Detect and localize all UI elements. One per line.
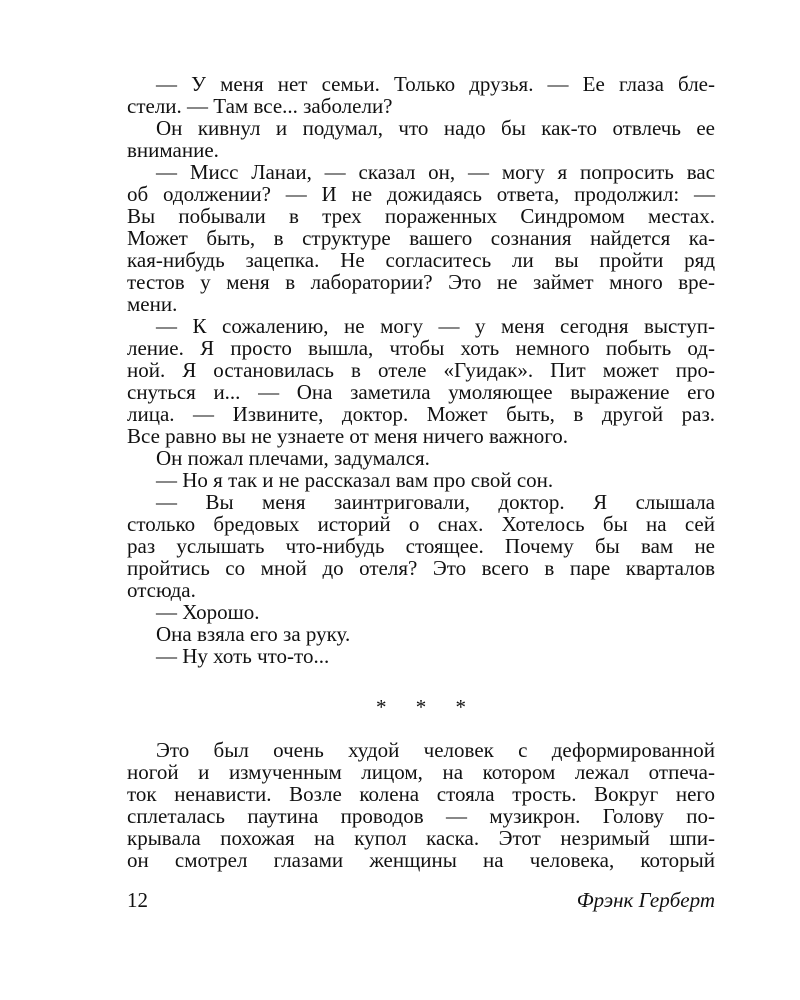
paragraph <box>127 447 715 469</box>
text-block-2 <box>127 739 715 871</box>
text-line: отсюда. <box>127 578 196 602</box>
page-number: 12 <box>127 888 148 912</box>
text-line: пройтись со мной до отеля? Это всего в паре кварталов <box>127 556 715 580</box>
text-line: столько бредовых историй о снах. Хотелось бы на сей <box>127 512 715 536</box>
page-body <box>127 73 715 871</box>
text-line: раз услышать что-нибудь стоящее. Почему бы вам не <box>127 534 715 558</box>
running-author: Фрэнк Герберт <box>576 888 715 912</box>
paragraph <box>127 645 715 667</box>
text-line: ление. Я просто вышла, чтобы хоть немного побыть од- <box>127 336 715 360</box>
paragraph <box>127 491 715 601</box>
text-line: — К сожалению, не могу — у меня сегодня выступ- <box>156 314 715 338</box>
text-line: мени. <box>127 292 178 316</box>
text-line: Может быть, в структуре вашего сознания найдется ка- <box>127 226 715 250</box>
text-line: Он кивнул и подумал, что надо бы как-то отвлечь ее <box>156 116 715 140</box>
text-line: снуться и... — Она заметила умоляющее выражение его <box>127 380 715 404</box>
text-line: Это был очень худой человек с деформированной <box>156 738 715 762</box>
paragraph <box>127 623 715 645</box>
text-line: — Мисс Ланаи, — сказал он, — могу я попросить вас <box>156 160 715 184</box>
text-line: — У меня нет семьи. Только друзья. — Ее глаза бле- <box>156 72 715 96</box>
text-line: внимание. <box>127 138 219 162</box>
text-line: лица. — Извините, доктор. Может быть, в другой раз. <box>127 402 715 426</box>
text-line: — Хорошо. <box>156 600 260 624</box>
paragraph <box>127 161 715 315</box>
text-line: об одолжении? — И не дожидаясь ответа, продолжил: — <box>127 182 715 206</box>
text-block-1 <box>127 73 715 667</box>
page-footer <box>127 888 715 913</box>
text-line: — Ну хоть что-то... <box>156 644 330 668</box>
text-line: кая-нибудь зацепка. Не согласитесь ли вы пройти ряд <box>127 248 715 272</box>
text-line: ной. Я остановилась в отеле «Гуидак». Пит может про- <box>127 358 715 382</box>
text-line: Все равно вы не узнаете от меня ничего важного. <box>127 424 569 448</box>
paragraph <box>127 117 715 161</box>
paragraph <box>127 469 715 491</box>
text-line: — Но я так и не рассказал вам про свой сон. <box>156 468 554 492</box>
section-separator: * * * <box>376 694 478 719</box>
text-line: — Вы меня заинтриговали, доктор. Я слышала <box>156 490 715 514</box>
text-line: тестов у меня в лаборатории? Это не займет много вре- <box>127 270 715 294</box>
text-line: крывала похожая на купол каска. Этот незримый шпи- <box>127 826 715 850</box>
text-line: ногой и измученным лицом, на котором лежал отпеча- <box>127 760 715 784</box>
paragraph <box>127 601 715 623</box>
text-line: Она взяла его за руку. <box>156 622 351 646</box>
text-line: Он пожал плечами, задумался. <box>156 446 430 470</box>
paragraph <box>127 739 715 871</box>
text-line: сплеталась паутина проводов — музикрон. Голову по- <box>127 804 715 828</box>
text-line: Вы побывали в трех пораженных Синдромом местах. <box>127 204 715 228</box>
paragraph <box>127 315 715 447</box>
paragraph <box>127 73 715 117</box>
text-line: стели. — Там все... заболели? <box>127 94 393 118</box>
text-line: он смотрел глазами женщины на человека, который <box>127 848 715 872</box>
text-line: ток ненависти. Возле колена стояла трость. Вокруг него <box>127 782 715 806</box>
